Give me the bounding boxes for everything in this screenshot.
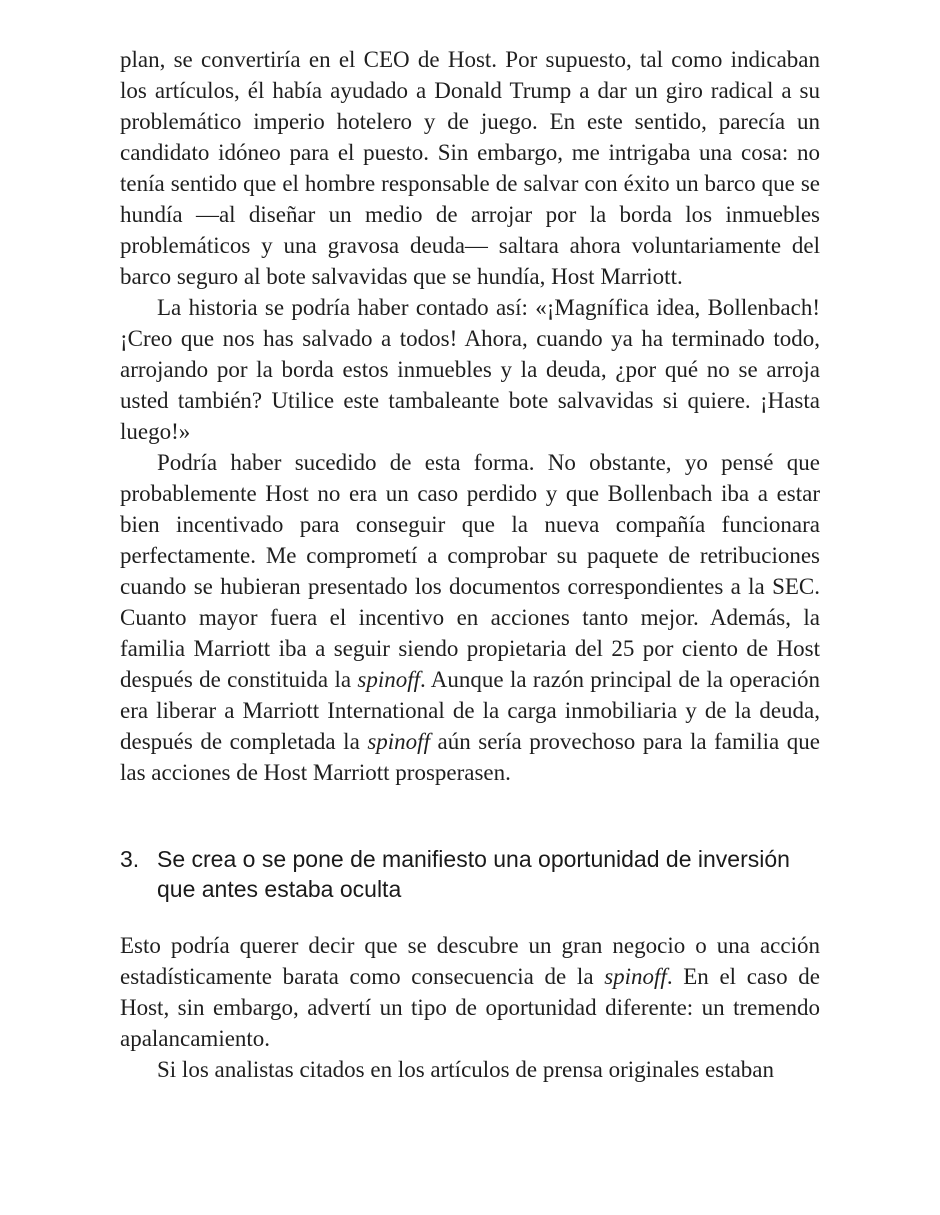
italic-term: spinoff bbox=[604, 964, 667, 989]
paragraph bbox=[120, 930, 820, 1054]
text-run: La historia se podría haber contado así: «¡Magnífica idea, Bollenbach! ¡Creo que nos has salvado a todos! Ahora, cuando ya ha terminado todo, arrojando por la borda estos inmuebles y la deuda, ¿por qué no se arroja usted también? Utilice este tambaleante bote salvavidas si quiere. ¡Hasta luego!» bbox=[120, 295, 820, 444]
text-run: . Aunque la razón principal de la operación era liberar a Marriott International de la carga inmobiliaria y de la deuda, después de completada la bbox=[120, 667, 820, 754]
text-run: aún sería provechoso para la familia que las acciones de Host Marriott prosperasen. bbox=[120, 729, 820, 785]
italic-term: spinoff bbox=[357, 667, 420, 692]
paragraph bbox=[120, 447, 820, 788]
section-heading bbox=[120, 844, 820, 904]
body-text-top bbox=[120, 44, 820, 788]
section-number: 3. bbox=[120, 846, 140, 872]
text-run: Si los analistas citados en los artículos de prensa originales estaban bbox=[157, 1057, 775, 1082]
paragraph bbox=[120, 292, 820, 447]
text-run: Podría haber sucedido de esta forma. No obstante, yo pensé que probablemente Host no era un caso perdido y que Bollenbach iba a estar bien incentivado para conseguir que la nueva compañía funcionara perfectamente. Me comprometí a comprobar su paquete de retribuciones cuando se hubieran presentado los documentos correspondientes a la SEC. Cuanto mayor fuera el incentivo en acciones tanto mejor. Además, la familia Marriott iba a seguir siendo propietaria del 25 por ciento de Host después de constituida la bbox=[120, 450, 820, 692]
section-title: Se crea o se pone de manifiesto una oportunidad de inversión que antes estaba oculta bbox=[157, 846, 790, 902]
book-page bbox=[120, 44, 820, 1085]
paragraph bbox=[120, 44, 820, 292]
italic-term: spinoff bbox=[367, 729, 430, 754]
body-text-bottom bbox=[120, 930, 820, 1085]
text-run: plan, se convertiría en el CEO de Host. Por supuesto, tal como indicaban los artículos, él había ayudado a Donald Trump a dar un giro radical a su problemático imperio hotelero y de juego. En este sentido, parecía un candidato idóneo para el puesto. Sin embargo, me intrigaba una cosa: no tenía sentido que el hombre responsable de salvar con éxito un barco que se hundía —al diseñar un medio de arrojar por la borda los inmuebles problemáticos y una gravosa deuda— saltara ahora voluntariamente del barco seguro al bote salvavidas que se hundía, Host Marriott. bbox=[120, 47, 820, 289]
text-run: Esto podría querer decir que se descubre un gran negocio o una acción estadísticamente barata como consecuencia de la bbox=[120, 933, 820, 989]
paragraph bbox=[120, 1054, 820, 1085]
text-run: . En el caso de Host, sin embargo, advertí un tipo de oportunidad diferente: un tremendo apalancamiento. bbox=[120, 964, 820, 1051]
